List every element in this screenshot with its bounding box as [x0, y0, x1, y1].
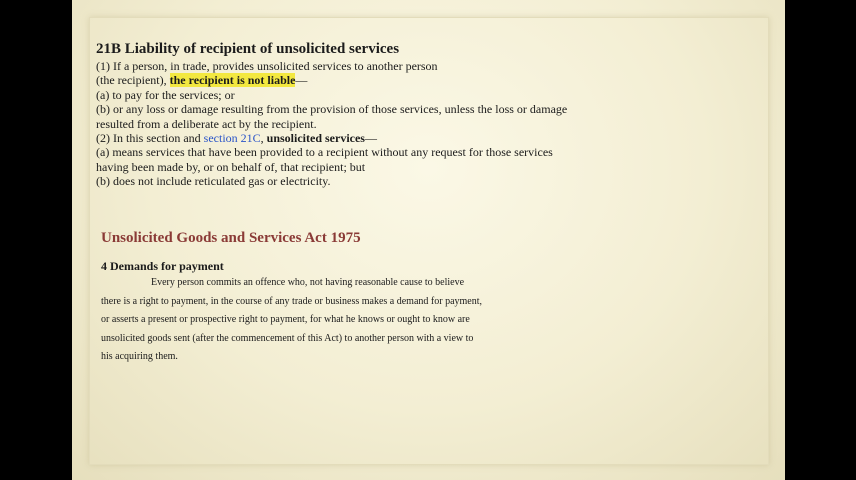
line-text: (2) In this section and [96, 131, 204, 146]
section-4-line: unsolicited goods sent (after the commencement of this Act) to another person with a view to [101, 332, 474, 344]
section-21b-line [96, 131, 766, 145]
section-21c-link[interactable]: section 21C [203, 131, 261, 146]
section-4-heading: 4 Demands for payment [101, 259, 224, 273]
section-21b-line: (1) If a person, in trade, provides unsolicited services to another person [96, 59, 438, 73]
dash-text: — [364, 131, 377, 146]
dash-text: — [295, 73, 308, 88]
section-21b-line: (b) does not include reticulated gas or electricity. [96, 174, 331, 189]
highlighted-text: the recipient is not liable [169, 73, 296, 88]
section-21b [96, 40, 766, 189]
section-21b-line: (b) or any loss or damage resulting from the provision of those services, unless the loss or damage [96, 102, 568, 117]
section-4 [101, 259, 741, 367]
defined-term: unsolicited services [266, 131, 365, 146]
section-4-line: Every person commits an offence who, not having reasonable cause to believe [151, 277, 465, 288]
section-21b-heading: 21B Liability of recipient of unsolicited services [96, 41, 400, 57]
section-4-line: there is a right to payment, in the course of any trade or business makes a demand for payment, [101, 295, 482, 307]
line-text: (the recipient), [96, 73, 170, 88]
section-21b-line: (a) means services that have been provided to a recipient without any request for those services [96, 145, 553, 160]
section-21b-line: resulted from a deliberate act by the recipient. [96, 116, 317, 131]
slide [72, 0, 785, 480]
section-4-line: or asserts a present or prospective right to payment, for what he knows or ought to know are [101, 314, 470, 326]
section-21b-line [96, 73, 766, 87]
section-21b-line: (a) to pay for the services; or [96, 87, 235, 102]
line-text: , [260, 131, 267, 146]
section-4-line: his acquiring them. [101, 351, 178, 363]
act-title: Unsolicited Goods and Services Act 1975 [101, 230, 361, 246]
section-21b-line: having been made by, or on behalf of, that recipient; but [96, 159, 366, 174]
